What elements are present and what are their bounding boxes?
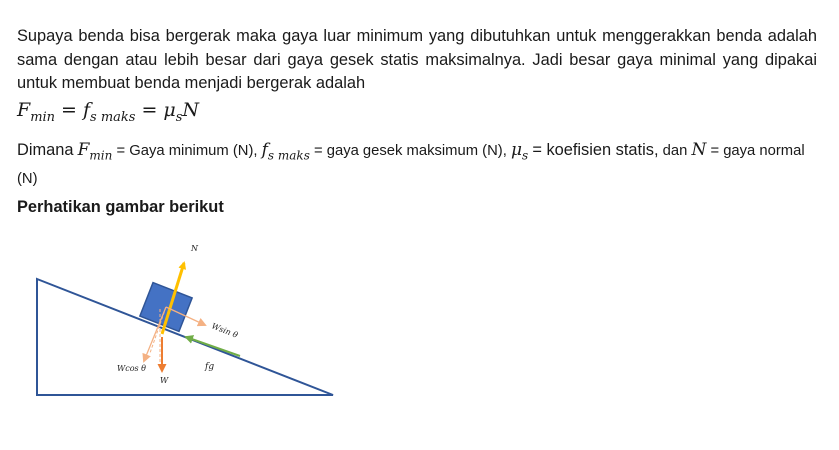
label-w-sin: Wsin θ — [210, 321, 240, 340]
friction-formula — [17, 99, 199, 125]
desc-f-min: $F_{min}$ — [77, 140, 113, 163]
formula-equals-1: = — [61, 99, 77, 121]
formula-equals-2: = — [141, 99, 158, 121]
label-normal: N — [191, 244, 198, 253]
label-weight: W — [160, 376, 169, 385]
formula-f-s-maks: $f_{s maks}$ — [82, 99, 136, 125]
desc-mu-s: $\mu_s$ — [510, 140, 529, 163]
incline-diagram — [0, 225, 839, 450]
section-heading: Perhatikan gambar berikut — [17, 198, 224, 216]
friction-arrow — [186, 337, 240, 356]
label-friction: fg — [205, 362, 215, 372]
intro-paragraph: Supaya benda bisa bergerak maka gaya luar minimum yang dibutuhkan untuk menggerakkan benda adalah sama dengan atau lebih besar dari gaya gesek statis maksimalnya. Jadi besar gaya minimal yang dipakai untuk membuat benda menjadi bergerak adalah — [17, 27, 817, 93]
label-w-cos: Wcos θ — [117, 364, 146, 373]
variable-description: Dimana $F_{min}$ = Gaya minimum (N), $f_{s maks}$ = gaya gesek maksimum (N), $\mu_s$ = koefisien statis, dan N = gaya normal (N) — [17, 140, 805, 188]
desc-f-s-maks: $f_{s maks}$ — [261, 140, 310, 163]
formula-mu-s-n: $\mu_sN$ — [163, 99, 200, 125]
formula-f-min: $F_{min}$ — [17, 99, 56, 125]
